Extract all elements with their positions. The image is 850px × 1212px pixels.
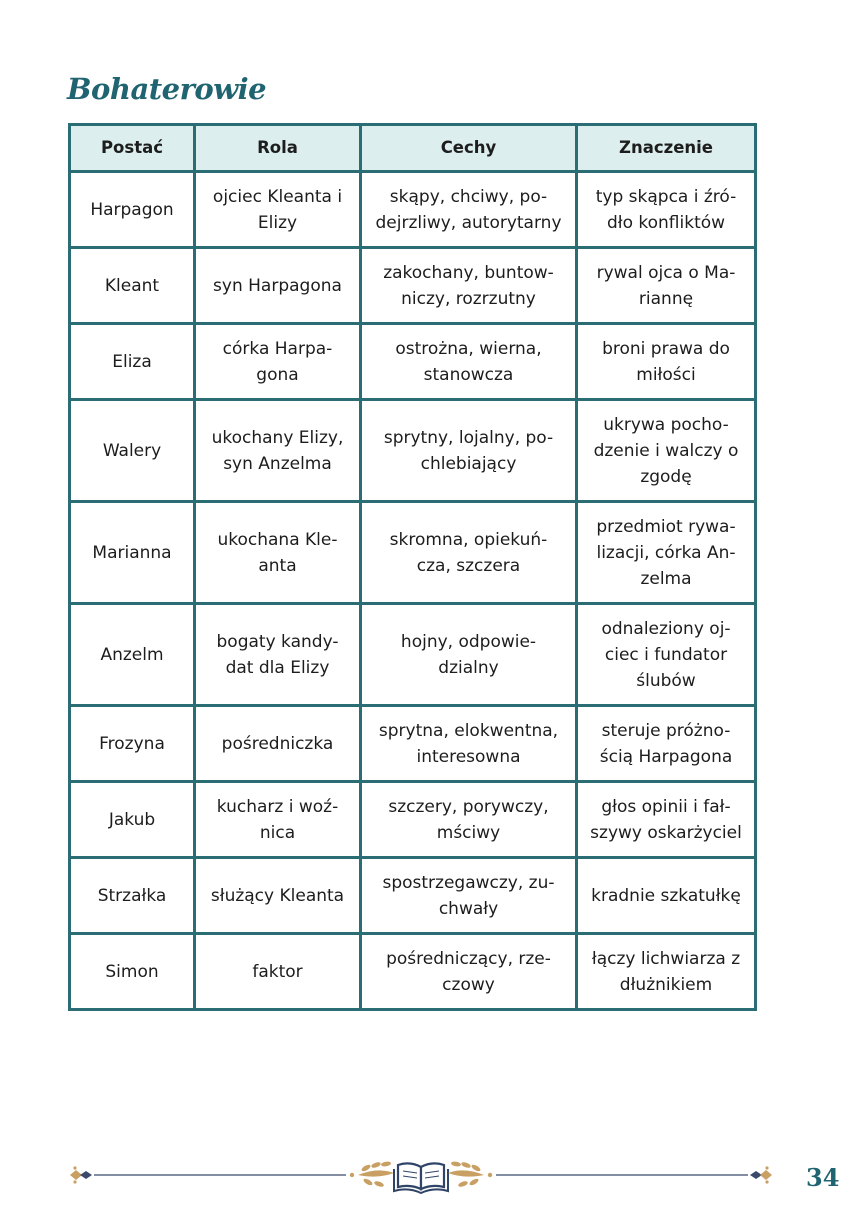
- cell-rola: kucharz i woź- nica: [195, 782, 361, 858]
- cell-postac: Marianna: [70, 502, 195, 604]
- header-rola: Rola: [195, 125, 361, 172]
- header-cechy: Cechy: [361, 125, 577, 172]
- cell-znaczenie: typ skąpca i źró- dło konfliktów: [577, 172, 756, 248]
- open-book-icon: [394, 1163, 448, 1193]
- table-header-row: [70, 125, 756, 172]
- table-row: [70, 604, 756, 706]
- cell-postac: Jakub: [70, 782, 195, 858]
- cell-cechy: szczery, porywczy, mściwy: [361, 782, 577, 858]
- cell-rola: faktor: [195, 934, 361, 1010]
- cell-rola: córka Harpa- gona: [195, 324, 361, 400]
- header-znaczenie: Znaczenie: [577, 125, 756, 172]
- table-row: [70, 706, 756, 782]
- cell-cechy: zakochany, buntow- niczy, rozrzutny: [361, 248, 577, 324]
- table-row: [70, 858, 756, 934]
- cell-znaczenie: odnaleziony oj- ciec i fundator ślubów: [577, 604, 756, 706]
- table-row: [70, 172, 756, 248]
- cell-postac: Frozyna: [70, 706, 195, 782]
- table-row: [70, 248, 756, 324]
- page-number: 34: [806, 1163, 840, 1192]
- cell-rola: pośredniczka: [195, 706, 361, 782]
- table-row: [70, 934, 756, 1010]
- cell-postac: Anzelm: [70, 604, 195, 706]
- cell-rola: syn Harpagona: [195, 248, 361, 324]
- cell-znaczenie: łączy lichwiarza z dłużnikiem: [577, 934, 756, 1010]
- cell-cechy: ostrożna, wierna, stanowcza: [361, 324, 577, 400]
- cell-rola: służący Kleanta: [195, 858, 361, 934]
- cell-postac: Eliza: [70, 324, 195, 400]
- footer-ornament: [66, 1153, 776, 1197]
- cell-rola: ojciec Kleanta i Elizy: [195, 172, 361, 248]
- cell-postac: Harpagon: [70, 172, 195, 248]
- cell-rola: ukochany Elizy, syn Anzelma: [195, 400, 361, 502]
- fleuron-icon: [70, 1166, 92, 1183]
- cell-postac: Kleant: [70, 248, 195, 324]
- cell-cechy: pośredniczący, rze- czowy: [361, 934, 577, 1010]
- section-title: Bohaterowie: [67, 72, 267, 106]
- cell-cechy: sprytna, elokwentna, interesowna: [361, 706, 577, 782]
- cell-cechy: spostrzegawczy, zu- chwały: [361, 858, 577, 934]
- fleuron-icon: [750, 1166, 772, 1183]
- cell-cechy: hojny, odpowie- dzialny: [361, 604, 577, 706]
- cell-rola: bogaty kandy- dat dla Elizy: [195, 604, 361, 706]
- table-row: [70, 782, 756, 858]
- table-row: [70, 324, 756, 400]
- laurel-icon: [448, 1161, 484, 1188]
- cell-cechy: skąpy, chciwy, po- dejrzliwy, autorytarny: [361, 172, 577, 248]
- cell-znaczenie: broni prawa do miłości: [577, 324, 756, 400]
- cell-znaczenie: rywal ojca o Ma- riannę: [577, 248, 756, 324]
- cell-znaczenie: ukrywa pocho- dzenie i walczy o zgodę: [577, 400, 756, 502]
- cell-rola: ukochana Kle- anta: [195, 502, 361, 604]
- table-row: [70, 400, 756, 502]
- cell-znaczenie: steruje próżno- ścią Harpagona: [577, 706, 756, 782]
- cell-cechy: sprytny, lojalny, po- chlebiający: [361, 400, 577, 502]
- cell-postac: Walery: [70, 400, 195, 502]
- header-postac: Postać: [70, 125, 195, 172]
- characters-table: [68, 123, 757, 1011]
- table-row: [70, 502, 756, 604]
- cell-znaczenie: kradnie szkatułkę: [577, 858, 756, 934]
- cell-postac: Simon: [70, 934, 195, 1010]
- cell-postac: Strzałka: [70, 858, 195, 934]
- cell-znaczenie: głos opinii i fał- szywy oskarżyciel: [577, 782, 756, 858]
- laurel-icon: [358, 1161, 394, 1188]
- cell-cechy: skromna, opiekuń- cza, szczera: [361, 502, 577, 604]
- cell-znaczenie: przedmiot rywa- lizacji, córka An- zelma: [577, 502, 756, 604]
